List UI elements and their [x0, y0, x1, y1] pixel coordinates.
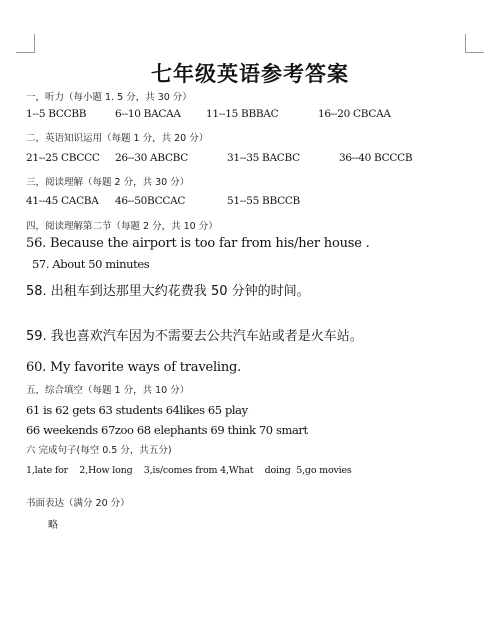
answer-group: 1--5 BCCBB	[26, 108, 87, 120]
section-4-header: 四，阅读理解第二节（每题 2 分，共 10 分）	[26, 221, 218, 232]
answer-59: 59. 我也喜欢汽车因为不需要去公共汽车站或者是火车站。	[26, 329, 363, 344]
answer-group: 16--20 CBCAA	[318, 108, 391, 120]
section-3-answers	[26, 195, 476, 209]
section-1-header: 一，听力（每小题 1. 5 分，共 30 分）	[26, 92, 192, 103]
answer-group: 41--45 CACBA	[26, 195, 99, 207]
answer-group: 46--50BCCAC	[115, 195, 186, 207]
section-6-answers: 1,late for 2,How long 3,is/comes from 4,What doing 5,go movies	[26, 465, 352, 476]
answer-group: 36--40 BCCCB	[339, 152, 413, 164]
writing-answer: 略	[48, 520, 58, 531]
section-5-header: 五，综合填空（每题 1 分，共 10 分）	[26, 385, 190, 396]
document-title: 七年级英语参考答案	[151, 62, 349, 86]
section-3-header: 三，阅读理解（每题 2 分，共 30 分）	[26, 177, 190, 188]
section-1-answers	[26, 108, 476, 122]
section-2-answers	[26, 152, 476, 166]
answer-group: 31--35 BACBC	[227, 152, 300, 164]
answer-group: 21--25 CBCCC	[26, 152, 100, 164]
answer-58: 58. 出租车到达那里大约花费我 50 分钟的时间。	[26, 284, 310, 299]
answer-group: 6--10 BACAA	[115, 108, 181, 120]
answer-group: 26--30 ABCBC	[115, 152, 189, 164]
writing-section-header: 书面表达（满分 20 分）	[26, 498, 130, 509]
section-5-answers-row-2: 66 weekends 67zoo 68 elephants 69 think 70 smart	[26, 423, 308, 437]
answer-60: 60. My favorite ways of traveling.	[26, 360, 242, 375]
answer-57: 57. About 50 minutes	[32, 257, 150, 271]
answer-group: 51--55 BBCCB	[227, 195, 300, 207]
section-2-header: 二，英语知识运用（每题 1 分，共 20 分）	[26, 133, 209, 144]
answer-56: 56. Because the airport is too far from his/her house .	[26, 236, 370, 251]
section-6-header: 六 完成句子(每空 0.5 分，共五分)	[26, 445, 172, 456]
section-5-answers-row-1: 61 is 62 gets 63 students 64likes 65 play	[26, 403, 248, 417]
answer-group: 11--15 BBBAC	[206, 108, 279, 120]
